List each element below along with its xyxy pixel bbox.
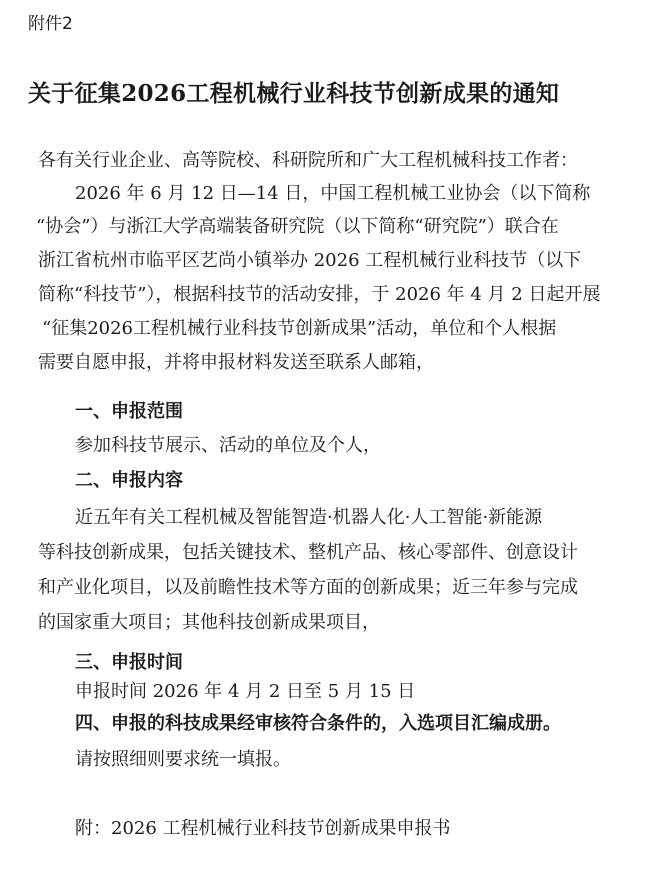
- section-2-line: 等科技创新成果，包括关键技术、整机产品、核心零部件、创意设计: [38, 542, 578, 563]
- section-1-heading: 一、申报范围: [75, 401, 183, 422]
- section-2-line: 和产业化项目，以及前瞻性技术等方面的创新成果；近三年参与完成: [38, 577, 578, 598]
- attachment-label: 附件2: [28, 14, 73, 34]
- section-1-text: 参加科技节展示、活动的单位及个人，: [75, 435, 381, 456]
- intro-line: “协会”）与浙江大学高端装备研究院（以下简称“研究院”）联合在: [36, 216, 559, 237]
- intro-line: “征集2026工程机械行业科技节创新成果”活动，单位和个人根据: [42, 318, 557, 339]
- section-2-heading: 二、申报内容: [75, 470, 183, 491]
- intro-line: 浙江省杭州市临平区艺尚小镇举办 2026 工程机械行业科技节（以下: [38, 250, 582, 271]
- intro-line: 简称“科技节”），根据科技节的活动安排，于 2026 年 4 月 2 日起开展: [38, 284, 601, 305]
- section-3-text: 申报时间 2026 年 4 月 2 日至 5 月 15 日: [75, 681, 416, 702]
- appendix-note: 附：2026 工程机械行业科技节创新成果申报书: [75, 818, 451, 839]
- section-3-heading: 三、申报时间: [75, 652, 183, 673]
- section-2-line: 的国家重大项目；其他科技创新成果项目，: [38, 612, 380, 633]
- intro-line: 需要自愿申报，并将申报材料发送至联系人邮箱，: [38, 352, 434, 373]
- section-2-line: 近五年有关工程机械及智能智造·机器人化·人工智能·新能源: [75, 507, 543, 528]
- section-4-heading: 四、申报的科技成果经审核符合条件的，入选项目汇编成册。: [75, 713, 561, 734]
- instruction-text: 请按照细则要求统一填报。: [75, 749, 291, 770]
- salutation: 各有关行业企业、高等院校、科研院所和广大工程机械科技工作者：: [38, 150, 578, 171]
- intro-line: 2026 年 6 月 12 日—14 日，中国工程机械工业协会（以下简称: [75, 183, 591, 204]
- document-title: 关于征集2026工程机械行业科技节创新成果的通知: [28, 80, 560, 107]
